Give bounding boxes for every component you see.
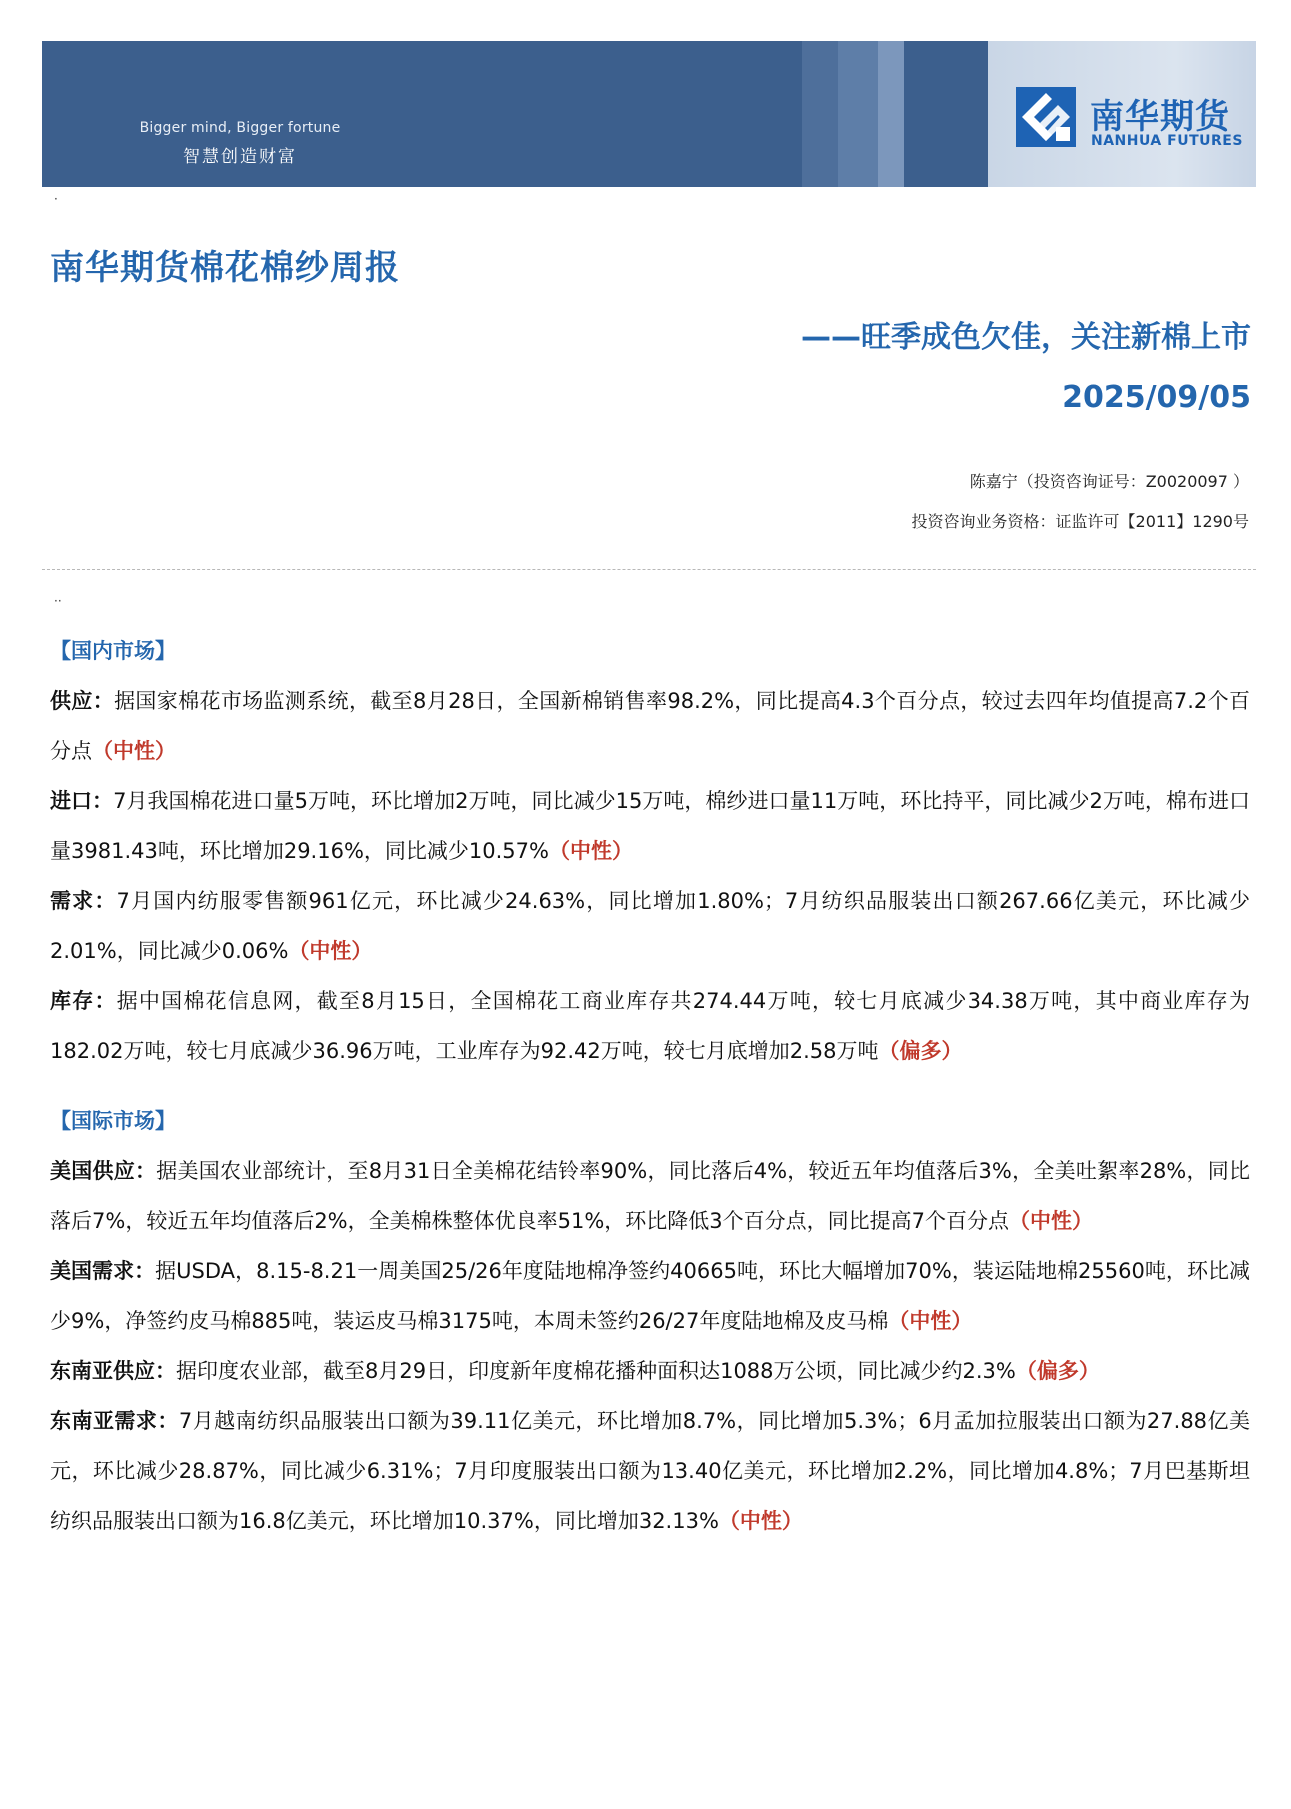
sentiment-tag: （中性） (92, 739, 176, 763)
slogan-english: Bigger mind, Bigger fortune (139, 120, 341, 136)
sentiment-tag: （中性） (718, 1509, 803, 1533)
sentiment-tag: （偏多） (1015, 1359, 1100, 1383)
item-label: 供应： (50, 689, 115, 713)
author-line: 陈嘉宁（投资咨询证号：Z0020097 ） (969, 472, 1249, 491)
item-text: 据美国农业部统计，至8月31日全美棉花结铃率90%，同比落后4%，较近五年均值落后3%，全美吐絮率28%，同比落后7%，较近五年均值落后2%，全美棉株整体优良率51%，环比降低3个百分点，同比提高7个百分点 (50, 1159, 1251, 1233)
item-text: 7月国内纺服零售额961亿元，环比减少24.63%，同比增加1.80%；7月纺织品服装出口额267.66亿美元，环比减少2.01%，同比减少0.06% (50, 889, 1250, 963)
stray-dot: · (54, 192, 58, 206)
item-label: 需求： (50, 889, 117, 913)
item-label: 进口： (50, 789, 114, 813)
sentiment-tag: （中性） (1009, 1209, 1094, 1233)
banner-stripe (838, 41, 878, 187)
item-label: 东南亚供应： (50, 1359, 176, 1383)
sentiment-tag: （偏多） (878, 1039, 963, 1063)
report-body (50, 626, 1250, 1546)
section-heading-domestic: 【国内市场】 (50, 639, 176, 663)
banner-stripe (802, 41, 838, 187)
report-title: 南华期货棉花棉纱周报 (50, 248, 400, 288)
domestic-item-import (50, 776, 1250, 876)
domestic-item-supply (50, 676, 1250, 776)
header-banner (42, 41, 1256, 187)
item-label: 美国需求： (50, 1259, 156, 1283)
report-subtitle: ——旺季成色欠佳，关注新棉上市 (801, 320, 1251, 355)
item-text: 据国家棉花市场监测系统，截至8月28日，全国新棉销售率98.2%，同比提高4.3个百分点，较过去四年均值提高7.2个百分点 (50, 689, 1250, 763)
domestic-item-inventory (50, 976, 1250, 1076)
sentiment-tag: （中性） (888, 1309, 973, 1333)
report-date: 2025/09/05 (1062, 380, 1251, 415)
item-label: 美国供应： (50, 1159, 157, 1183)
slogan-chinese: 智慧创造财富 (183, 147, 297, 167)
license-line: 投资咨询业务资格：证监许可【2011】1290号 (911, 512, 1249, 531)
item-text: 据印度农业部，截至8月29日，印度新年度棉花播种面积达1088万公顷，同比减少约2.3% (176, 1359, 1016, 1383)
item-label: 库存： (50, 989, 117, 1013)
intl-item-sea-supply (50, 1346, 1250, 1396)
logo-wordmark-cn: 南华期货 (1090, 97, 1230, 137)
item-text: 7月我国棉花进口量5万吨，环比增加2万吨，同比减少15万吨，棉纱进口量11万吨，环比持平，同比减少2万吨，棉布进口量3981.43吨，环比增加29.16%，同比减少10.57% (50, 789, 1250, 863)
section-heading-international: 【国际市场】 (50, 1109, 176, 1133)
nanhua-logo-icon (1016, 87, 1076, 147)
banner-stripe (878, 41, 904, 187)
stray-dots: ·· (54, 594, 62, 608)
intl-item-us-supply (50, 1146, 1250, 1246)
item-text: 据中国棉花信息网，截至8月15日，全国棉花工商业库存共274.44万吨，较七月底减少34.38万吨，其中商业库存为182.02万吨，较七月底减少36.96万吨，工业库存为92.42万吨，较七月底增加2.58万吨 (50, 989, 1250, 1063)
sentiment-tag: （中性） (549, 839, 633, 863)
domestic-item-demand (50, 876, 1250, 976)
item-label: 东南亚需求： (50, 1409, 179, 1433)
intl-item-sea-demand (50, 1396, 1250, 1546)
sentiment-tag: （中性） (288, 939, 373, 963)
item-text: 据USDA，8.15-8.21一周美国25/26年度陆地棉净签约40665吨，环比大幅增加70%，装运陆地棉25560吨，环比减少9%，净签约皮马棉885吨，装运皮马棉3175吨，本周未签约26/27年度陆地棉及皮马棉 (50, 1259, 1251, 1333)
logo-wordmark-en: NANHUA FUTURES (1091, 133, 1243, 149)
section-divider (42, 569, 1256, 570)
intl-item-us-demand (50, 1246, 1250, 1346)
item-text: 7月越南纺织品服装出口额为39.11亿美元，环比增加8.7%，同比增加5.3%；6月孟加拉服装出口额为27.88亿美元，环比减少28.87%，同比减少6.31%；7月印度服装出口额为13.40亿美元，环比增加2.2%，同比增加4.8%；7月巴基斯坦纺织品服装出口额为16.8亿美元，环比增加10.37%，同比增加32.13% (50, 1409, 1250, 1533)
